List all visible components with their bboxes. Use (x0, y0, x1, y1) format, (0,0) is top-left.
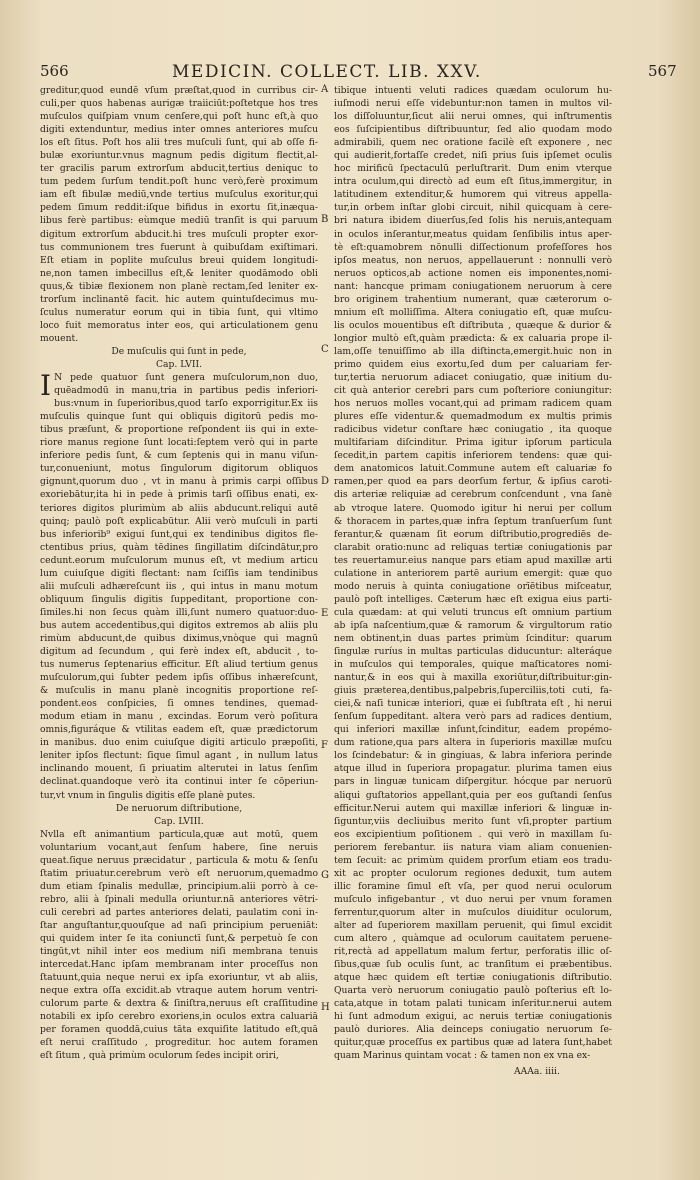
paragraph-neruorum (40, 828, 318, 1063)
text-line: modum etiam in manu , excindas. Eorum verò poſitura (40, 711, 318, 723)
text-line: voluntarium vocant,aut ſenſum habere, ſine neruis (40, 841, 318, 853)
text-line: intercedat.Hanc ipſam membranam inter proceſſus non (40, 959, 318, 971)
text-line: culorum parte & dextra & ſiniſtra,neruus eſt craſſitudine (40, 998, 318, 1010)
text-line: primo quidem eius exortu,ſed dum per caluariam fer- (334, 358, 612, 370)
text-line: tingūt,vt nihil inter eos medium niſi membrana tenuis (40, 946, 318, 958)
text-line: gignunt,quorum duo , vt in manu à primis carpi oſſibus (40, 476, 318, 488)
text-line: bro originem trahentium numerant, quæ cæterorum o- (334, 293, 612, 305)
text-line: tus numerus ſeptenarius efficitur. Eſt aliud tertium genus (40, 659, 318, 671)
text-line: ferrentur,quorum alter in muſculos diuiditur oculorum, (334, 906, 612, 918)
text-line: tem ſecuit: ac primùm quidem prorſum etiam eos tradu- (334, 854, 612, 866)
text-line: eſt ſitum , quà primùm oculorum ſedes incipit oriri, (40, 1050, 279, 1062)
text-line: plures eſſe videntur.& quemadmodum ex multis primis (334, 411, 612, 423)
text-line: tur,in orbem inſtar globi circuit, nihil quicquam à cere- (334, 202, 612, 214)
text-line: muſculis quinque ſunt qui obliquis digitorū pedis mo- (40, 411, 318, 423)
section-title-neruorum: De neruorum diſtributione, (115, 802, 243, 814)
text-line: intra oculum,qui directò ad eum eſt ſitus,immergitur, in (334, 176, 612, 188)
text-line: alii muſculi adhæreſcunt iis , qui intus in manu motum (40, 580, 318, 592)
text-line: bri natura ibidem diuerſus,ſed ſolis his neruis,antequam (334, 215, 612, 227)
text-line: paulò duriores. Alia deinceps coniugatio neruorum ſe- (334, 1024, 612, 1036)
text-line: efficitur.Nerui autem qui maxillæ inferiori & linguæ in- (334, 802, 612, 814)
text-line: eos ſuſcipientibus diſtribuuntur, ſed alio quodam modo (334, 124, 612, 136)
text-line: tes reuertamur.eius nanque pars etiam apud maxillæ arti (334, 554, 612, 566)
text-line: lum cuiuſque digiti flectant: nam ſciſſis iam tendinibus (40, 567, 318, 579)
paragraph-nerves-continued (334, 84, 612, 1063)
text-line: los ſcindebatur: & in gingiuas, & labra inferiora perinde (334, 750, 612, 762)
text-line: teriores digitos plurimùm ab aliis abducunt.reliqui autē (40, 502, 318, 514)
text-line: modo neruis à quinta coniugatione orīētibus miſceatur, (334, 580, 612, 592)
text-line: dum etiam ſpinalis medullæ, principium.alii porrò à ce- (40, 880, 318, 892)
running-title: MEDICIN. COLLECT. LIB. XXV. (172, 62, 482, 82)
text-line: ſingulæ ruríus in multas particulas diducuntur: alteráque (334, 646, 612, 658)
text-line: digitum ad ſecundum , qui ferè index eſt, abducit , to- (40, 646, 318, 658)
text-line: dis arteriæ reliquiæ ad cerebrum conſcendunt , vna ſanè (334, 489, 612, 501)
text-line: dum ratione,qua pars altera in ſuperioris maxillæ muſcu (334, 737, 612, 749)
text-line: inferiore pedis ſunt, & cum ſeptenis qui in manu viſun- (40, 450, 318, 462)
text-line: bus autem accedentibus,qui digitos extremos ab aliis plu (40, 619, 318, 631)
text-line: nantur,& in eos qui à maxilla exoriūtur,diſtribuitur:gin- (334, 672, 612, 684)
text-line: qui quidem inter ſe ita coniunctī ſunt,& perpetuò ſe con (40, 933, 318, 945)
page-number-right: 567 (648, 62, 677, 80)
text-line: pedem ſimum reddit:iſque bifidus in exortu ſit,inæqua- (40, 202, 318, 214)
text-line: leniter ipſos flectunt: ſique ſimul agant , in nullum latus (40, 750, 318, 762)
drop-cap-letter: I (40, 369, 52, 403)
text-line: exoriebātur,ita hi in pede à primis tarſi oſſibus enati, ex- (40, 489, 318, 501)
text-line: digiti extenduntur, medius inter omnes anteriores muſcu (40, 124, 318, 136)
text-line: los diſſoluuntur,ſicut alii nerui omnes, qui inſtrumentis (334, 111, 612, 123)
text-line: admirabili, quem nec oratione facilè eſt exponere , nec (334, 137, 612, 149)
text-line: tur,vt vnum in ſingulis digitis eſſe planè putes. (40, 789, 256, 801)
text-line: culi cerebri ad partes anteriores delati, paulatim coni in- (40, 906, 318, 918)
text-line: ſenſum ſuppeditant. altera verò pars ad radices dentium, (334, 711, 612, 723)
text-line: N pede quatuor ſunt genera muſculorum,non duo, (54, 372, 318, 384)
text-line: ter gracilis parum extrorſum abducit,tertius deniquc to (40, 163, 318, 175)
text-line: in manibus. duo enim cuiuſque digiti articulo præpoſiti, (40, 737, 318, 749)
text-line: in muſculos qui temporales, quique maſticatores nomi- (334, 659, 612, 671)
text-line: in oculos inſerantur,meatus quidam ſenſibilis intus aper- (334, 228, 612, 240)
text-line: ſtatuunt,quia neque nerui ex ipſa exoriuntur, vt ab aliis, (40, 972, 318, 984)
text-line: rimùm abducunt,de quibus diximus,vnòque qui magnū (40, 632, 318, 644)
text-line: illic foramine ſimul eſt vſa, per quod nerui oculorum (334, 880, 612, 892)
text-line: pars in linguæ tunicam diſpergitur. hócque par neruorū (334, 776, 612, 788)
text-line: cit quà anterior cerebri pars cum poſteriore coniungitur: (334, 385, 612, 397)
text-line: & thoracem in partes,quæ infra ſeptum tranſuerſum ſunt (334, 515, 612, 527)
text-line: iam eſt fibulæ mediū,vnde tertius muſculus exoritur,qui (40, 189, 318, 201)
text-line: quitur,quæ proceſſus ex partibus quæ ad latera ſunt,habet (334, 1037, 612, 1049)
text-line: mnium eſt molliſſima. Altera coniugatio eſt, quæ muſcu- (334, 306, 612, 318)
text-line: alter ad ſuperiorem maxillam peruenit, qui ſimul excidit (334, 920, 612, 931)
text-line: bus inferiorib⁹ exigui ſunt,qui ex tendinibus digitos fle- (40, 528, 318, 540)
text-line: cula quædam: at qui veluti truncus eſt omnium partium (334, 606, 612, 618)
text-line: cum altero , quàmque ad oculorum cauitatem peruene- (334, 933, 612, 945)
page-header (0, 62, 700, 84)
text-line: lam,oſſe tenuiſſimo ab illa diſtincta,emergit.huic non in (334, 345, 612, 357)
text-line: libus ferè partibus: eùmque mediū tranſit is qui paruum (40, 215, 318, 227)
text-line: ſtatim priuatur.cerebrum verò eſt neruorum,quemadmo (40, 867, 318, 879)
text-line: inclinando mouent, ſi priuatim alterutei in latus ſenſim (40, 763, 318, 775)
text-line: multifariam diſcinditur. Prima igitur ipſorum particula (334, 437, 612, 449)
text-line: tum pedem ſurſum tendit.poſt hunc verò,ferè proximum (40, 176, 318, 188)
text-line: ciei,& naſi tunicæ interiori, quæ ei ſubſtrata eſt , hi nerui (334, 698, 612, 710)
text-line: clarabit oratio:nunc ad reliquas tertiæ coniugationis par (334, 541, 612, 553)
text-line: cedunt.eorum muſculorum munus eſt, vt medium articu (40, 554, 318, 566)
text-line: Nvlla eſt animantium particula,quæ aut motū, quem (40, 828, 318, 840)
text-line: tibique intuenti veluti radices quædam oculorum hu- (334, 85, 612, 96)
text-line: declinat.quandoque verò ita continui inter ſe cōperiun- (40, 776, 318, 788)
text-line: quinq; paulò poſt explicabūtur. Alii verò muſculi in parti (40, 515, 318, 527)
text-line: qui audierit,fortaſſe credet, niſi prius ſuis ipſemet oculis (334, 150, 612, 162)
page-number-left: 566 (40, 62, 69, 80)
text-line: Quarta verò neruorum coniugatio paulò poſterius eſt lo- (334, 985, 612, 997)
margin-letter-d: D (321, 476, 330, 487)
text-line: dem anatomicos latuit.Commune autem eſt caluariæ fo (334, 463, 612, 475)
margin-letter-g: G (321, 870, 329, 881)
text-line: giuis præterea,dentibus,palpebris,ſuperciliis,toti cuti, fa- (334, 685, 612, 697)
text-line: cata,atque in totam palati tunicam inſeritur.nerui autem (334, 998, 612, 1010)
text-line: quam Marinus quintam vocat : & tamen non ex vna ex- (334, 1050, 591, 1062)
text-line: ferantur,& quænam ſit eorum diſtributio,progrediēs de- (334, 528, 612, 540)
text-line: digitum extrorſum abducit.hi tres muſculi propter exor- (40, 228, 318, 240)
text-line: qui inferiori maxillæ inſunt,ſcinditur, eadem propémo- (334, 724, 612, 736)
chapter-number-58: Cap. LVIII. (154, 815, 204, 827)
text-line: bulæ exoriuntur.vnus magnum pedis digitum flectit,al- (40, 150, 318, 162)
right-column (334, 84, 612, 1063)
text-line: muſculo infigebantur , vt duo nerui per vnum foramen (334, 893, 612, 905)
text-line: pondent.eos conſpicies, ſi omnes tendines, quemad- (40, 698, 318, 710)
text-line: eos excipientium poſitionem . qui verò in maxillam ſu- (334, 828, 612, 840)
text-line: loco fuit memoratus inter eos, qui articulationem genu (40, 319, 318, 331)
text-line: paulò poſt intelliges. Cæterum hæc eſt exigua eius parti- (334, 593, 612, 605)
text-line: ipſos meatus, non neruos, appellauerunt : nonnulli verò (334, 254, 612, 266)
text-line: notabili ex ipſo cerebro exoriens,in oculos extra caluariā (40, 1011, 318, 1023)
text-line: los eſt ſitus. Poſt hos alii tres muſculi ſunt, qui ab oſſe fi- (40, 137, 318, 149)
text-line: & muſculis in manu planè incognitis proportione reſ- (40, 685, 318, 697)
text-line: atque hæc quidem eſt tertiæ coniugationis diſtributio. (334, 972, 612, 984)
text-line: atque illud in ſuperiora propagatur. plurima tamen eius (334, 763, 612, 775)
text-line: ſimiles.hi non ſecus quàm illi,ſunt numero quatuor:duo- (40, 606, 318, 618)
text-line: greditur,quod eundē vſum præſtat,quod in curribus cir- (40, 85, 318, 96)
text-line: culi,per quos habenas aurigæ traiiciūt:poſtetque hos tres (40, 98, 318, 110)
text-line: hos neruos molles vocant,qui ad primam radicem quam (334, 398, 612, 410)
text-line: ſiguntur,viis decliuibus merito ſunt vſi,propter partium (334, 815, 612, 827)
text-line: quus,& tibiæ flexionem non planè rectam,ſed leniter ex- (40, 280, 318, 292)
text-line: radicibus videtur conſtare hæc coniugatio , ita quoque (334, 424, 612, 436)
text-line: ctentibus prius, quàm tēdines ſingillatim diſcindātur,pro (40, 541, 318, 553)
text-line: muſculos quiſpiam vnum cenſere,qui poſt hunc eſt,à quo (40, 111, 318, 123)
text-line: omnis,figuráque & vtilitas eadem eſt, quæ prædictorum (40, 724, 318, 736)
margin-letter-f: F (321, 740, 328, 751)
signature-mark: AAAa. iiii. (514, 1066, 560, 1077)
text-line: lis oculos mouentibus eſt diſtributa , quæque & durior & (334, 319, 612, 331)
text-line: longior multò eſt,quàm prædicta: & ex caluaria prope il- (334, 332, 612, 344)
text-line: ramen,per quod ea pars deorſum fertur, & ipſius caroti- (334, 476, 612, 488)
paragraph-pede (40, 371, 318, 802)
text-line: hoc mirificū ſpectaculū perluſtrarit. Dum enim vterque (334, 163, 612, 175)
text-line: culatione in anteriorem partē aurium emergit: quæ quo (334, 567, 612, 579)
margin-letter-b: B (321, 214, 329, 225)
margin-letter-e: E (321, 608, 329, 619)
text-line: tus communionem tres fuerunt à quibuſdam exiſtimari. (40, 241, 318, 253)
paragraph-muscles-genu (40, 84, 318, 345)
text-line: ab vtroque latere. Quomodo igitur hi nerui per collum (334, 502, 612, 514)
text-line: ab ipſa naſcentium,quæ & ramorum & virgultorum ratio (334, 619, 612, 631)
text-line: obliquum ſingulis digitis ſuppeditant, proportione con- (40, 593, 318, 605)
text-line: ſecedit,in partem capitis inferiorem tendens: quæ qui- (334, 450, 612, 462)
text-line: tè eſt:quamobrem nōnulli diſſectionum profeſſores hos (334, 241, 612, 253)
left-column (40, 84, 318, 1063)
text-line: neruos opticos,ab actione nomen eis imponentes,nomi- (334, 267, 612, 279)
text-line: nant: hancque primam coniugationem neruorum à cere (334, 280, 612, 292)
text-line: muſculorum,qui ſubter pedem ipſis oſſibus inhæreſcunt, (40, 672, 318, 684)
text-line: xit ac propter oculorum regiones deduxit, tum autem (334, 867, 612, 879)
text-line: tur,conueniunt, motus ſingulorum digitorum obliquos (40, 463, 318, 475)
margin-letter-c: C (321, 344, 329, 355)
text-line: hi ſunt admodum exigui, ac neruis tertiæ coniugationis (334, 1011, 612, 1023)
text-line: nem obtinent,in duas partes primùm ſcinditur: quarum (334, 632, 612, 644)
text-line: trorſum inclinantē facit. hic autem quintuſdecimus mu- (40, 293, 318, 305)
text-line: tur,tertia neruorum adiacet coniugatio, quæ initium du- (334, 372, 612, 384)
text-line: iuſmodi nerui eſſe videbuntur:non tamen in multos vil- (334, 98, 612, 110)
margin-letter-h: H (321, 1002, 330, 1013)
text-line: aliqui guſtatorios appellant,quia per eos guſtandi ſenſus (334, 789, 612, 801)
section-title-pede: De muſculis qui ſunt in pede, (111, 345, 247, 357)
margin-letter-a: A (321, 84, 329, 95)
text-line: rebro, alii à ſpinali medulla oriuntur.nā anteriores vētri- (40, 893, 318, 905)
chapter-number-57: Cap. LVII. (155, 358, 203, 370)
text-line: quēadmodū in manu,tria in partibus pedis inferiori- (54, 385, 318, 397)
text-line: tibus præſunt, & proportione reſpondent iis qui in exte- (40, 424, 318, 436)
text-line: eſt nerui craſſitudo , progreditur. hoc autem foramen (40, 1037, 318, 1049)
text-line: per foramen quoddā,cuius tāta exquiſite latitudo eſt,quā (40, 1024, 318, 1036)
text-line: riore manus regione ſunt locati:ſeptem verò qui in parte (40, 437, 318, 449)
text-line: periorem ferebantur. iis natura viam aliam conuenien- (334, 841, 612, 853)
text-line: ne,non tamen imbecillus eſt,& leniter quodāmodo obli (40, 267, 318, 279)
text-line: ſtar anguſtantur,quouſque ad naſi principium perueniāt: (40, 920, 318, 931)
text-line: ſibus,quæ ſub oculis ſunt, ac tranſitum ei præbentibus. (334, 959, 612, 971)
text-line: Eſt etiam in poplite muſculus breui quidem longitudi- (40, 254, 318, 266)
text-line: bus:vnum in ſuperioribus,quod tarſo exporrigitur.Ex iis (54, 398, 318, 410)
text-line: rit,rectà ad appellatum malum fertur, perforatis illic oſ- (334, 946, 612, 958)
text-line: ſculus numeratur eorum qui in tibia ſunt, qui vltimo (40, 306, 318, 318)
text-line: mouent. (40, 332, 79, 344)
text-line: latitudinem extenditur,& humorem qui vitreus appella- (334, 189, 612, 201)
text-line: queat.ſique neruus præcidatur , particula & motu & ſenſu (40, 854, 318, 866)
text-line: neque extra oſſa excidit.ab vtraque autem horum ventri- (40, 985, 318, 997)
